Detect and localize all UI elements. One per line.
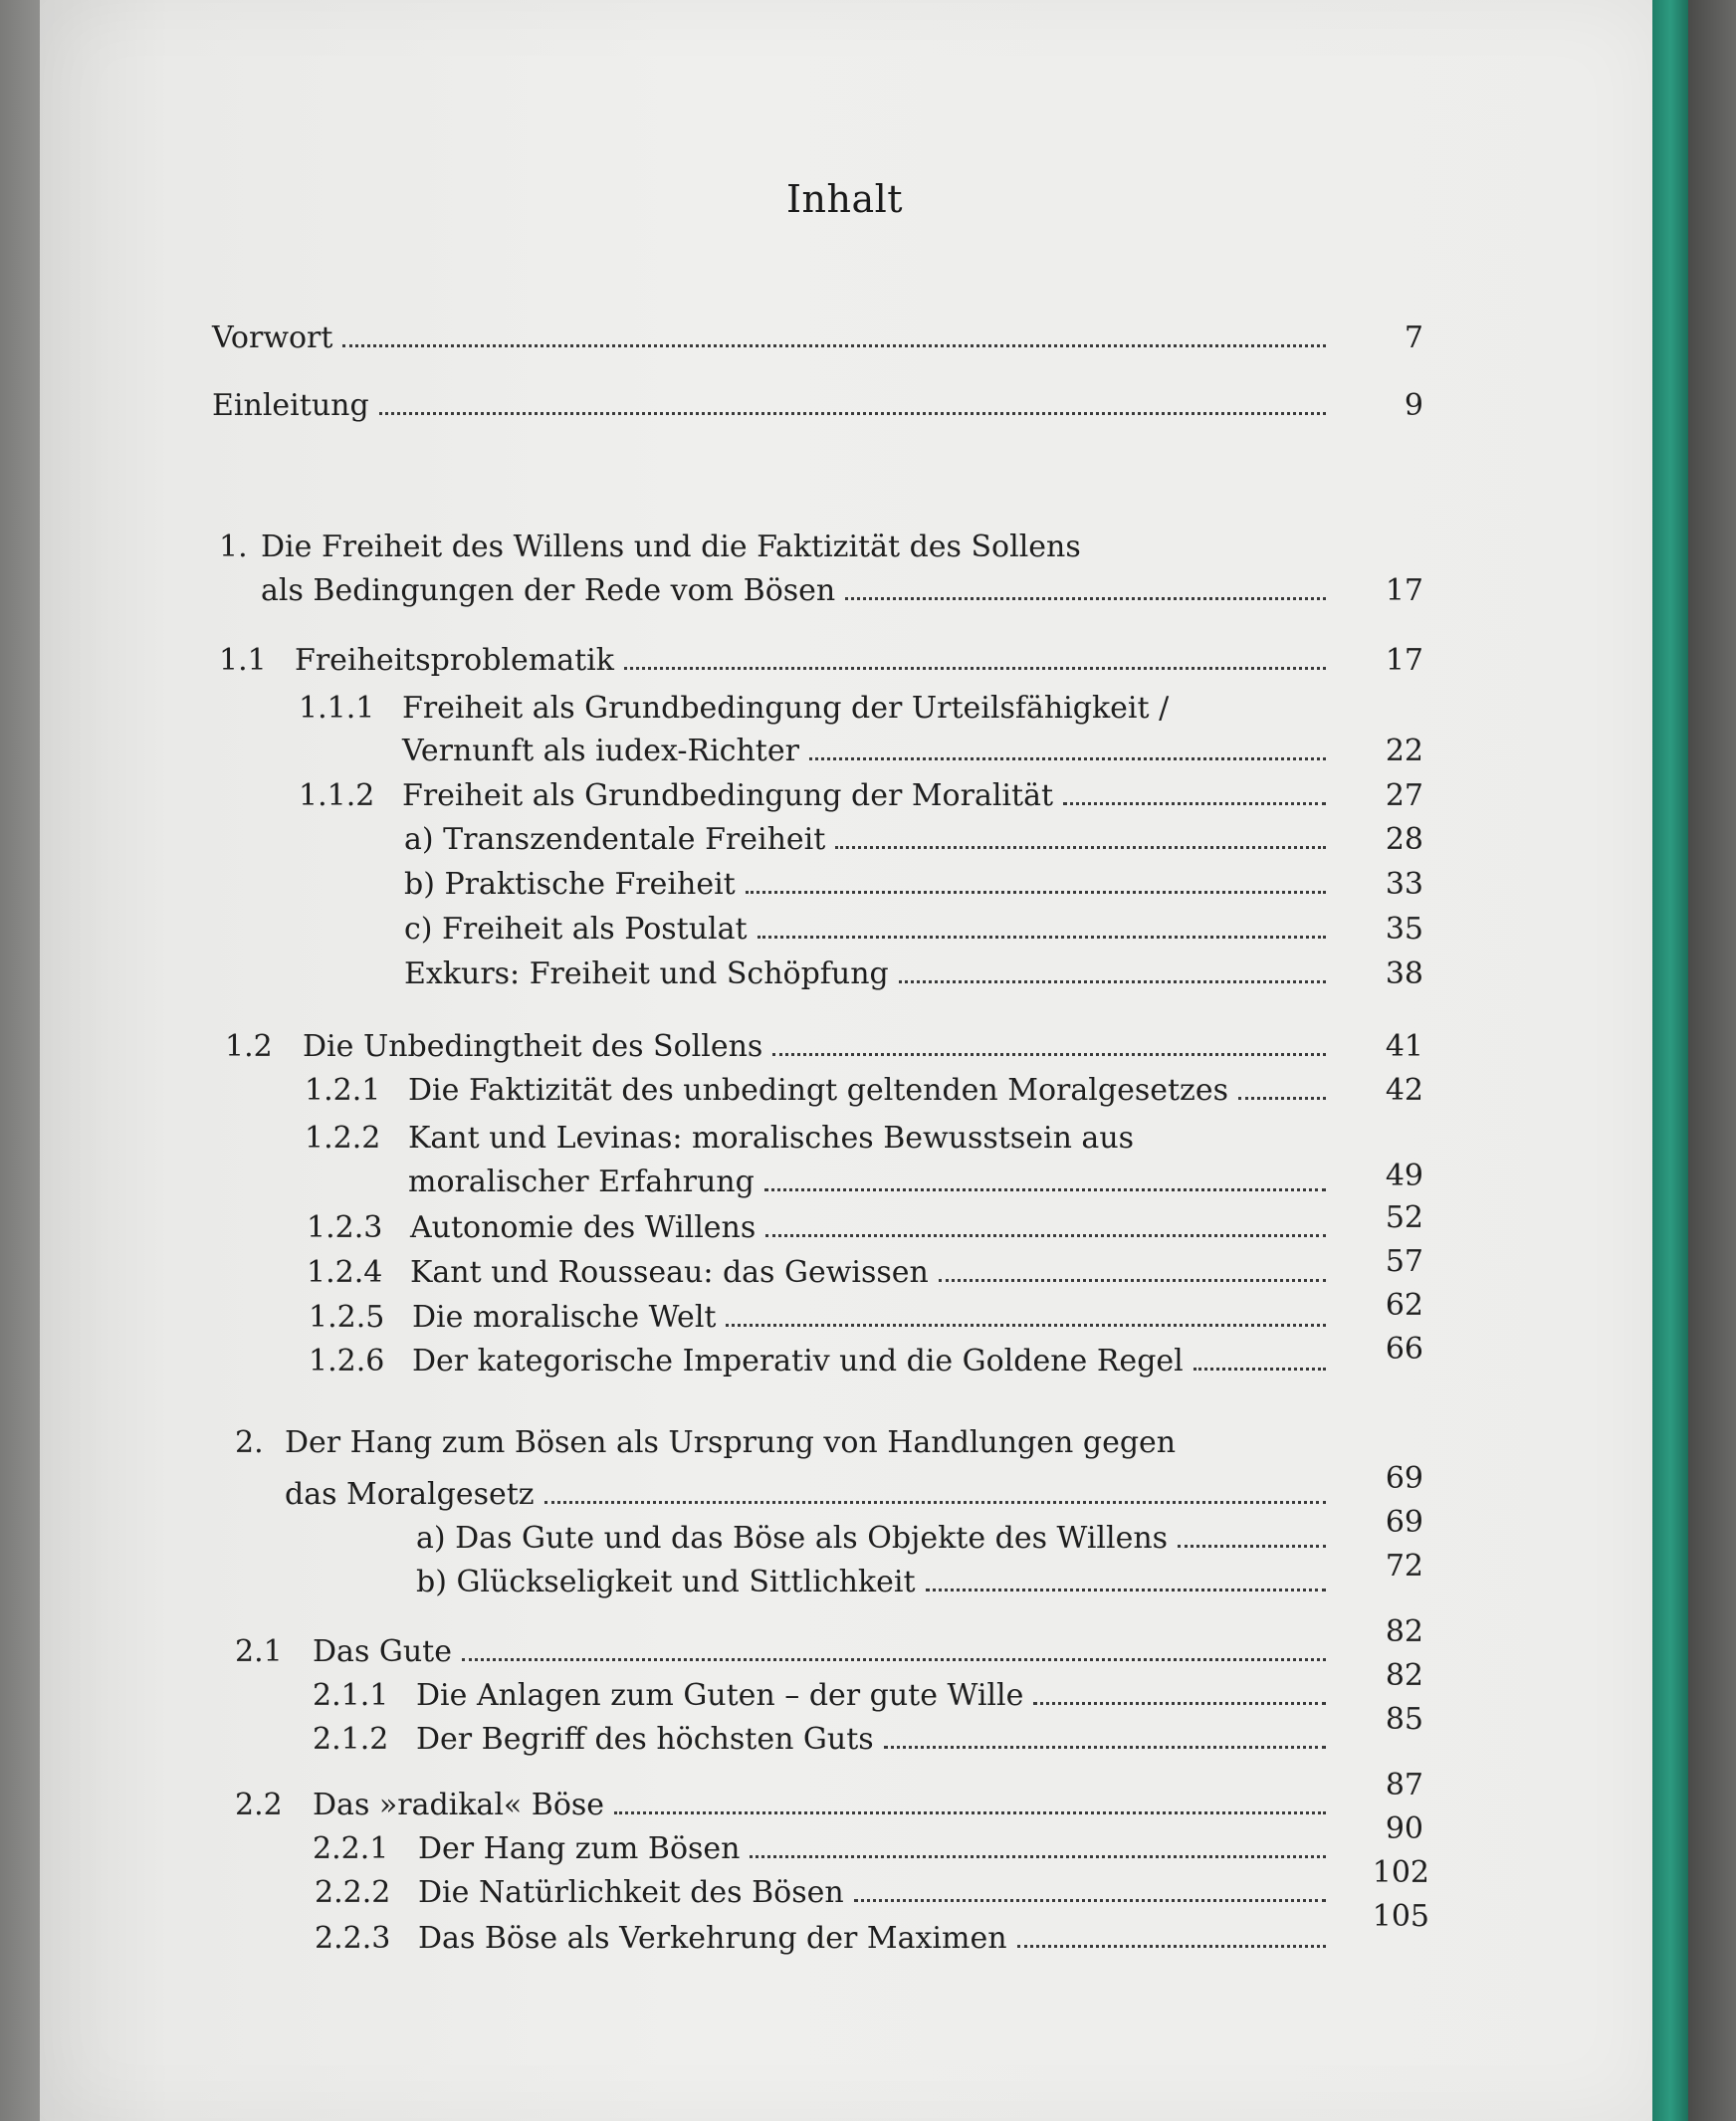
toc-label: Das Böse als Verkehrung der Maximen xyxy=(418,1921,1007,1956)
toc-entry-2-2-3 xyxy=(418,1921,1344,1969)
dot-leader xyxy=(758,914,1326,939)
toc-page-number: 85 xyxy=(1385,1702,1423,1737)
toc-label: Die Anlagen zum Guten – der gute Wille xyxy=(416,1678,1024,1713)
toc-label: Kant und Rousseau: das Gewissen xyxy=(410,1255,929,1290)
toc-page-number: 35 xyxy=(1385,912,1423,947)
toc-entry-2-a xyxy=(416,1521,1344,1569)
toc-entry-1-1-2 xyxy=(402,778,1344,826)
toc-label: Die moralische Welt xyxy=(412,1300,717,1335)
dot-leader xyxy=(835,824,1326,849)
toc-label: Vorwort xyxy=(212,320,333,355)
toc-entry-2-2-2 xyxy=(418,1875,1344,1923)
dot-leader xyxy=(746,869,1326,894)
toc-label: Die Unbedingtheit des Sollens xyxy=(303,1029,763,1064)
toc-label: Freiheitsproblematik xyxy=(295,643,614,678)
toc-page-number: 28 xyxy=(1385,822,1423,857)
toc-page-number: 49 xyxy=(1385,1159,1423,1193)
toc-page-number: 82 xyxy=(1385,1614,1423,1649)
dot-leader xyxy=(462,1636,1326,1661)
toc-page-number: 69 xyxy=(1385,1505,1423,1540)
toc-label: Die Faktizität des unbedingt geltenden Moralgesetzes xyxy=(408,1073,1228,1108)
toc-label: Die Natürlichkeit des Bösen xyxy=(418,1875,844,1910)
toc-section-number: 1.1 xyxy=(219,643,267,678)
toc-page-number: 82 xyxy=(1385,1658,1423,1693)
toc-page-number: 52 xyxy=(1385,1200,1423,1235)
toc-page-number: 38 xyxy=(1385,956,1423,991)
toc-label: Freiheit als Grundbedingung der Moralität xyxy=(402,778,1054,813)
toc-label-line2: Vernunft als iudex-Richter xyxy=(402,734,799,768)
dot-leader xyxy=(614,1790,1326,1814)
toc-section-number: 2.2.3 xyxy=(315,1921,391,1956)
toc-label: Der Begriff des höchsten Guts xyxy=(416,1722,874,1757)
toc-page-number: 105 xyxy=(1372,1899,1429,1934)
toc-section-number: 1.2.5 xyxy=(309,1300,385,1335)
toc-chapter-title-line1: Die Freiheit des Willens und die Faktizität des Sollens xyxy=(261,530,1081,564)
toc-entry-2-b xyxy=(416,1565,1344,1612)
dot-leader xyxy=(926,1567,1326,1591)
toc-entry-1-1-2-b xyxy=(404,867,1344,915)
dot-leader xyxy=(809,736,1326,760)
toc-page-number: 33 xyxy=(1385,867,1423,902)
dot-leader xyxy=(1017,1923,1326,1948)
background-right xyxy=(1688,0,1736,2121)
toc-entry-1-2-5 xyxy=(412,1300,1344,1348)
dot-leader xyxy=(884,1724,1326,1749)
dot-leader xyxy=(1238,1075,1326,1100)
toc-chapter-title-line1: Der Hang zum Bösen als Ursprung von Handlungen gegen xyxy=(285,1425,1177,1460)
dot-leader xyxy=(342,322,1326,347)
toc-section-number: 1.2.2 xyxy=(305,1121,381,1156)
toc-page-number: 42 xyxy=(1385,1073,1423,1108)
toc-entry-1-2-1 xyxy=(408,1073,1344,1121)
toc-page-number: 69 xyxy=(1385,1461,1423,1496)
dot-leader xyxy=(726,1302,1326,1327)
toc-entry-1-2 xyxy=(303,1029,1344,1077)
toc-section-number: 1.2.6 xyxy=(309,1344,385,1379)
toc-chapter-number: 1. xyxy=(219,530,248,564)
book-cover-edge xyxy=(1652,0,1688,2121)
toc-entry-exkurs xyxy=(404,956,1344,1004)
toc-label-line2: moralischer Erfahrung xyxy=(408,1165,755,1199)
toc-entry-2-1 xyxy=(313,1634,1344,1682)
toc-page-number: 90 xyxy=(1385,1811,1423,1846)
toc-page-number: 22 xyxy=(1385,734,1423,768)
dot-leader xyxy=(750,1833,1326,1858)
dot-leader xyxy=(899,958,1326,983)
toc-entry-1-1-2-c xyxy=(404,912,1344,959)
toc-page-number: 87 xyxy=(1385,1768,1423,1803)
toc-entry-2-2 xyxy=(313,1788,1344,1835)
toc-label: b) Glückseligkeit und Sittlichkeit xyxy=(416,1565,916,1599)
toc-page-number: 41 xyxy=(1385,1029,1423,1064)
toc-entry-2-1-1 xyxy=(416,1678,1344,1726)
dot-leader xyxy=(1194,1346,1326,1371)
dot-leader xyxy=(854,1877,1326,1902)
toc-section-number: 1.1.1 xyxy=(299,691,375,726)
dot-leader xyxy=(544,1479,1326,1504)
dot-leader xyxy=(765,1212,1326,1237)
dot-leader xyxy=(1063,780,1326,805)
toc-chapter-title-line2: das Moralgesetz xyxy=(285,1477,535,1512)
dot-leader xyxy=(939,1257,1326,1282)
toc-section-number: 2.2.2 xyxy=(315,1875,391,1910)
toc-entry-1-1 xyxy=(295,643,1344,691)
toc-entry-1-1-2-a xyxy=(404,822,1344,870)
toc-entry-1-2-3 xyxy=(410,1210,1344,1258)
toc-entry-2-1-2 xyxy=(416,1722,1344,1770)
dot-leader xyxy=(1178,1523,1326,1548)
toc-section-number: 1.1.2 xyxy=(299,778,375,813)
toc-label: Exkurs: Freiheit und Schöpfung xyxy=(404,956,889,991)
toc-page-number: 57 xyxy=(1385,1244,1423,1279)
toc-page-number: 9 xyxy=(1404,388,1423,423)
toc-label: Einleitung xyxy=(212,388,369,423)
toc-page-number: 62 xyxy=(1385,1288,1423,1323)
toc-page-number: 102 xyxy=(1372,1855,1429,1890)
toc-label: a) Transzendentale Freiheit xyxy=(404,822,826,857)
toc-entry-1-2-6 xyxy=(412,1344,1344,1391)
toc-label: b) Praktische Freiheit xyxy=(404,867,736,902)
toc-label: Das »radikal« Böse xyxy=(313,1788,605,1822)
toc-label: Das Gute xyxy=(313,1634,452,1669)
dot-leader xyxy=(1033,1680,1326,1705)
toc-label: Der kategorische Imperativ und die Goldene Regel xyxy=(412,1344,1184,1379)
toc-section-number: 2.2.1 xyxy=(313,1831,389,1866)
toc-section-number: 1.2.1 xyxy=(305,1073,381,1108)
toc-entry-2-2-1 xyxy=(418,1831,1344,1879)
toc-entry-chapter-2 xyxy=(285,1477,1344,1525)
dot-leader xyxy=(772,1031,1326,1056)
toc-entry-vorwort xyxy=(212,320,1344,368)
dot-leader xyxy=(764,1167,1326,1191)
toc-entry-chapter-1 xyxy=(261,573,1344,621)
toc-section-number: 1.2.4 xyxy=(307,1255,383,1290)
page-title: Inhalt xyxy=(786,177,904,221)
toc-label-line1: Freiheit als Grundbedingung der Urteilsfähigkeit / xyxy=(402,691,1170,726)
toc-label-line1: Kant und Levinas: moralisches Bewusstsein aus xyxy=(408,1121,1135,1156)
dot-leader xyxy=(624,645,1326,670)
toc-page-number: 17 xyxy=(1385,643,1423,678)
toc-entry-einleitung xyxy=(212,388,1344,436)
toc-label: Der Hang zum Bösen xyxy=(418,1831,741,1866)
toc-section-number: 1.2 xyxy=(225,1029,273,1064)
toc-page-number: 17 xyxy=(1385,573,1423,608)
dot-leader xyxy=(845,575,1326,600)
toc-label: Autonomie des Willens xyxy=(410,1210,757,1245)
toc-page-number: 7 xyxy=(1404,320,1423,355)
toc-section-number: 2.2 xyxy=(235,1788,283,1822)
toc-section-number: 1.2.3 xyxy=(307,1210,383,1245)
toc-section-number: 2.1.2 xyxy=(313,1722,389,1757)
toc-label: c) Freiheit als Postulat xyxy=(404,912,748,947)
toc-entry-1-1-1 xyxy=(402,734,1344,781)
toc-section-number: 2.1 xyxy=(235,1634,283,1669)
toc-chapter-title-line2: als Bedingungen der Rede vom Bösen xyxy=(261,573,836,608)
toc-page-number: 72 xyxy=(1385,1549,1423,1584)
dot-leader xyxy=(379,390,1326,415)
toc-page-number: 66 xyxy=(1385,1332,1423,1367)
toc-chapter-number: 2. xyxy=(235,1425,264,1460)
toc-section-number: 2.1.1 xyxy=(313,1678,389,1713)
toc-page-number: 27 xyxy=(1385,778,1423,813)
toc-entry-1-2-4 xyxy=(410,1255,1344,1303)
toc-label: a) Das Gute und das Böse als Objekte des Willens xyxy=(416,1521,1169,1556)
toc-entry-1-2-2 xyxy=(408,1165,1344,1212)
